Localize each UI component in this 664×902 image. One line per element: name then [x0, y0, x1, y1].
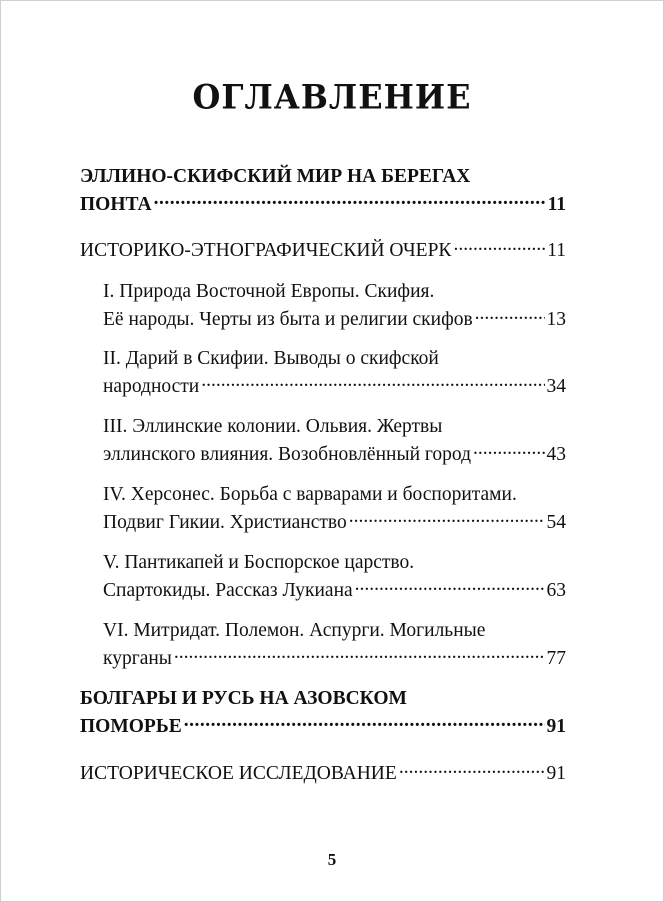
dot-leader: [475, 303, 545, 325]
toc-entry-last-line: народности: [103, 376, 200, 397]
toc-entry-subtitle-2[interactable]: [80, 757, 566, 785]
dot-leader: [473, 438, 545, 460]
toc-entry-chapter-5[interactable]: [103, 552, 566, 602]
toc-entry-page: 11: [547, 240, 566, 261]
toc-entry-page: 43: [546, 444, 566, 465]
dot-leader: [154, 188, 546, 210]
dot-leader: [355, 574, 545, 596]
toc-entry-page: 91: [546, 716, 566, 737]
toc-entry-page: 77: [546, 648, 566, 669]
toc-entry-subtitle-1[interactable]: [80, 234, 566, 262]
toc-entry-chapter-3[interactable]: [103, 416, 566, 466]
toc-title: ОГЛАВЛЕНИЕ: [192, 77, 472, 117]
toc-entry-chapter-2[interactable]: [103, 348, 566, 398]
toc-entry-section-1[interactable]: [80, 166, 566, 216]
toc-entry-last-line: ПОМОРЬЕ: [80, 716, 182, 737]
dot-leader: [399, 757, 545, 779]
toc-entry-last-line: ИСТОРИКО-ЭТНОГРАФИЧЕСКИЙ ОЧЕРК: [80, 240, 452, 261]
toc-entry-chapter-4[interactable]: [103, 484, 566, 534]
toc-entry-chapter-6[interactable]: [103, 620, 566, 670]
toc-entry-first-line: III. Эллинские колонии. Ольвия. Жертвы: [103, 416, 443, 437]
toc-entry-page: 91: [546, 763, 566, 784]
toc-entry-page: 54: [546, 512, 566, 533]
toc-entry-chapter-1[interactable]: [103, 281, 566, 331]
toc-entry-first-line: II. Дарий в Скифии. Выводы о скифской: [103, 348, 439, 369]
dot-leader: [184, 710, 545, 732]
toc-entry-last-line: ИСТОРИЧЕСКОЕ ИССЛЕДОВАНИЕ: [80, 763, 397, 784]
toc-entry-page: 11: [547, 194, 566, 215]
toc-entry-last-line: Подвиг Гикии. Христианство: [103, 512, 347, 533]
toc-entry-first-line: ЭЛЛИНО-СКИФСКИЙ МИР НА БЕРЕГАХ: [80, 166, 471, 187]
toc-entry-first-line: I. Природа Восточной Европы. Скифия.: [103, 281, 435, 302]
toc-entry-page: 34: [546, 376, 566, 397]
dot-leader: [453, 234, 545, 256]
toc-entry-last-line: ПОНТА: [80, 194, 152, 215]
toc-entry-first-line: V. Пантикапей и Боспорское царство.: [103, 552, 415, 573]
toc-entry-page: 13: [546, 309, 566, 330]
toc-entry-last-line: курганы: [103, 648, 172, 669]
toc-entry-last-line: эллинского влияния. Возобновлённый город: [103, 444, 471, 465]
toc-entry-last-line: Её народы. Черты из быта и религии скифов: [103, 309, 473, 330]
page-number: 5: [327, 850, 337, 869]
toc-entry-last-line: Спартокиды. Рассказ Лукиана: [103, 580, 353, 601]
toc-entry-page: 63: [546, 580, 566, 601]
toc-entry-section-2[interactable]: [80, 688, 566, 738]
dot-leader: [201, 370, 544, 392]
toc-entry-first-line: IV. Херсонес. Борьба с варварами и боспоритами.: [103, 484, 517, 505]
toc-entry-first-line: VI. Митридат. Полемон. Аспурги. Могильные: [103, 620, 486, 641]
dot-leader: [349, 506, 545, 528]
dot-leader: [174, 642, 545, 664]
toc-entry-first-line: БОЛГАРЫ И РУСЬ НА АЗОВСКОМ: [80, 688, 407, 709]
